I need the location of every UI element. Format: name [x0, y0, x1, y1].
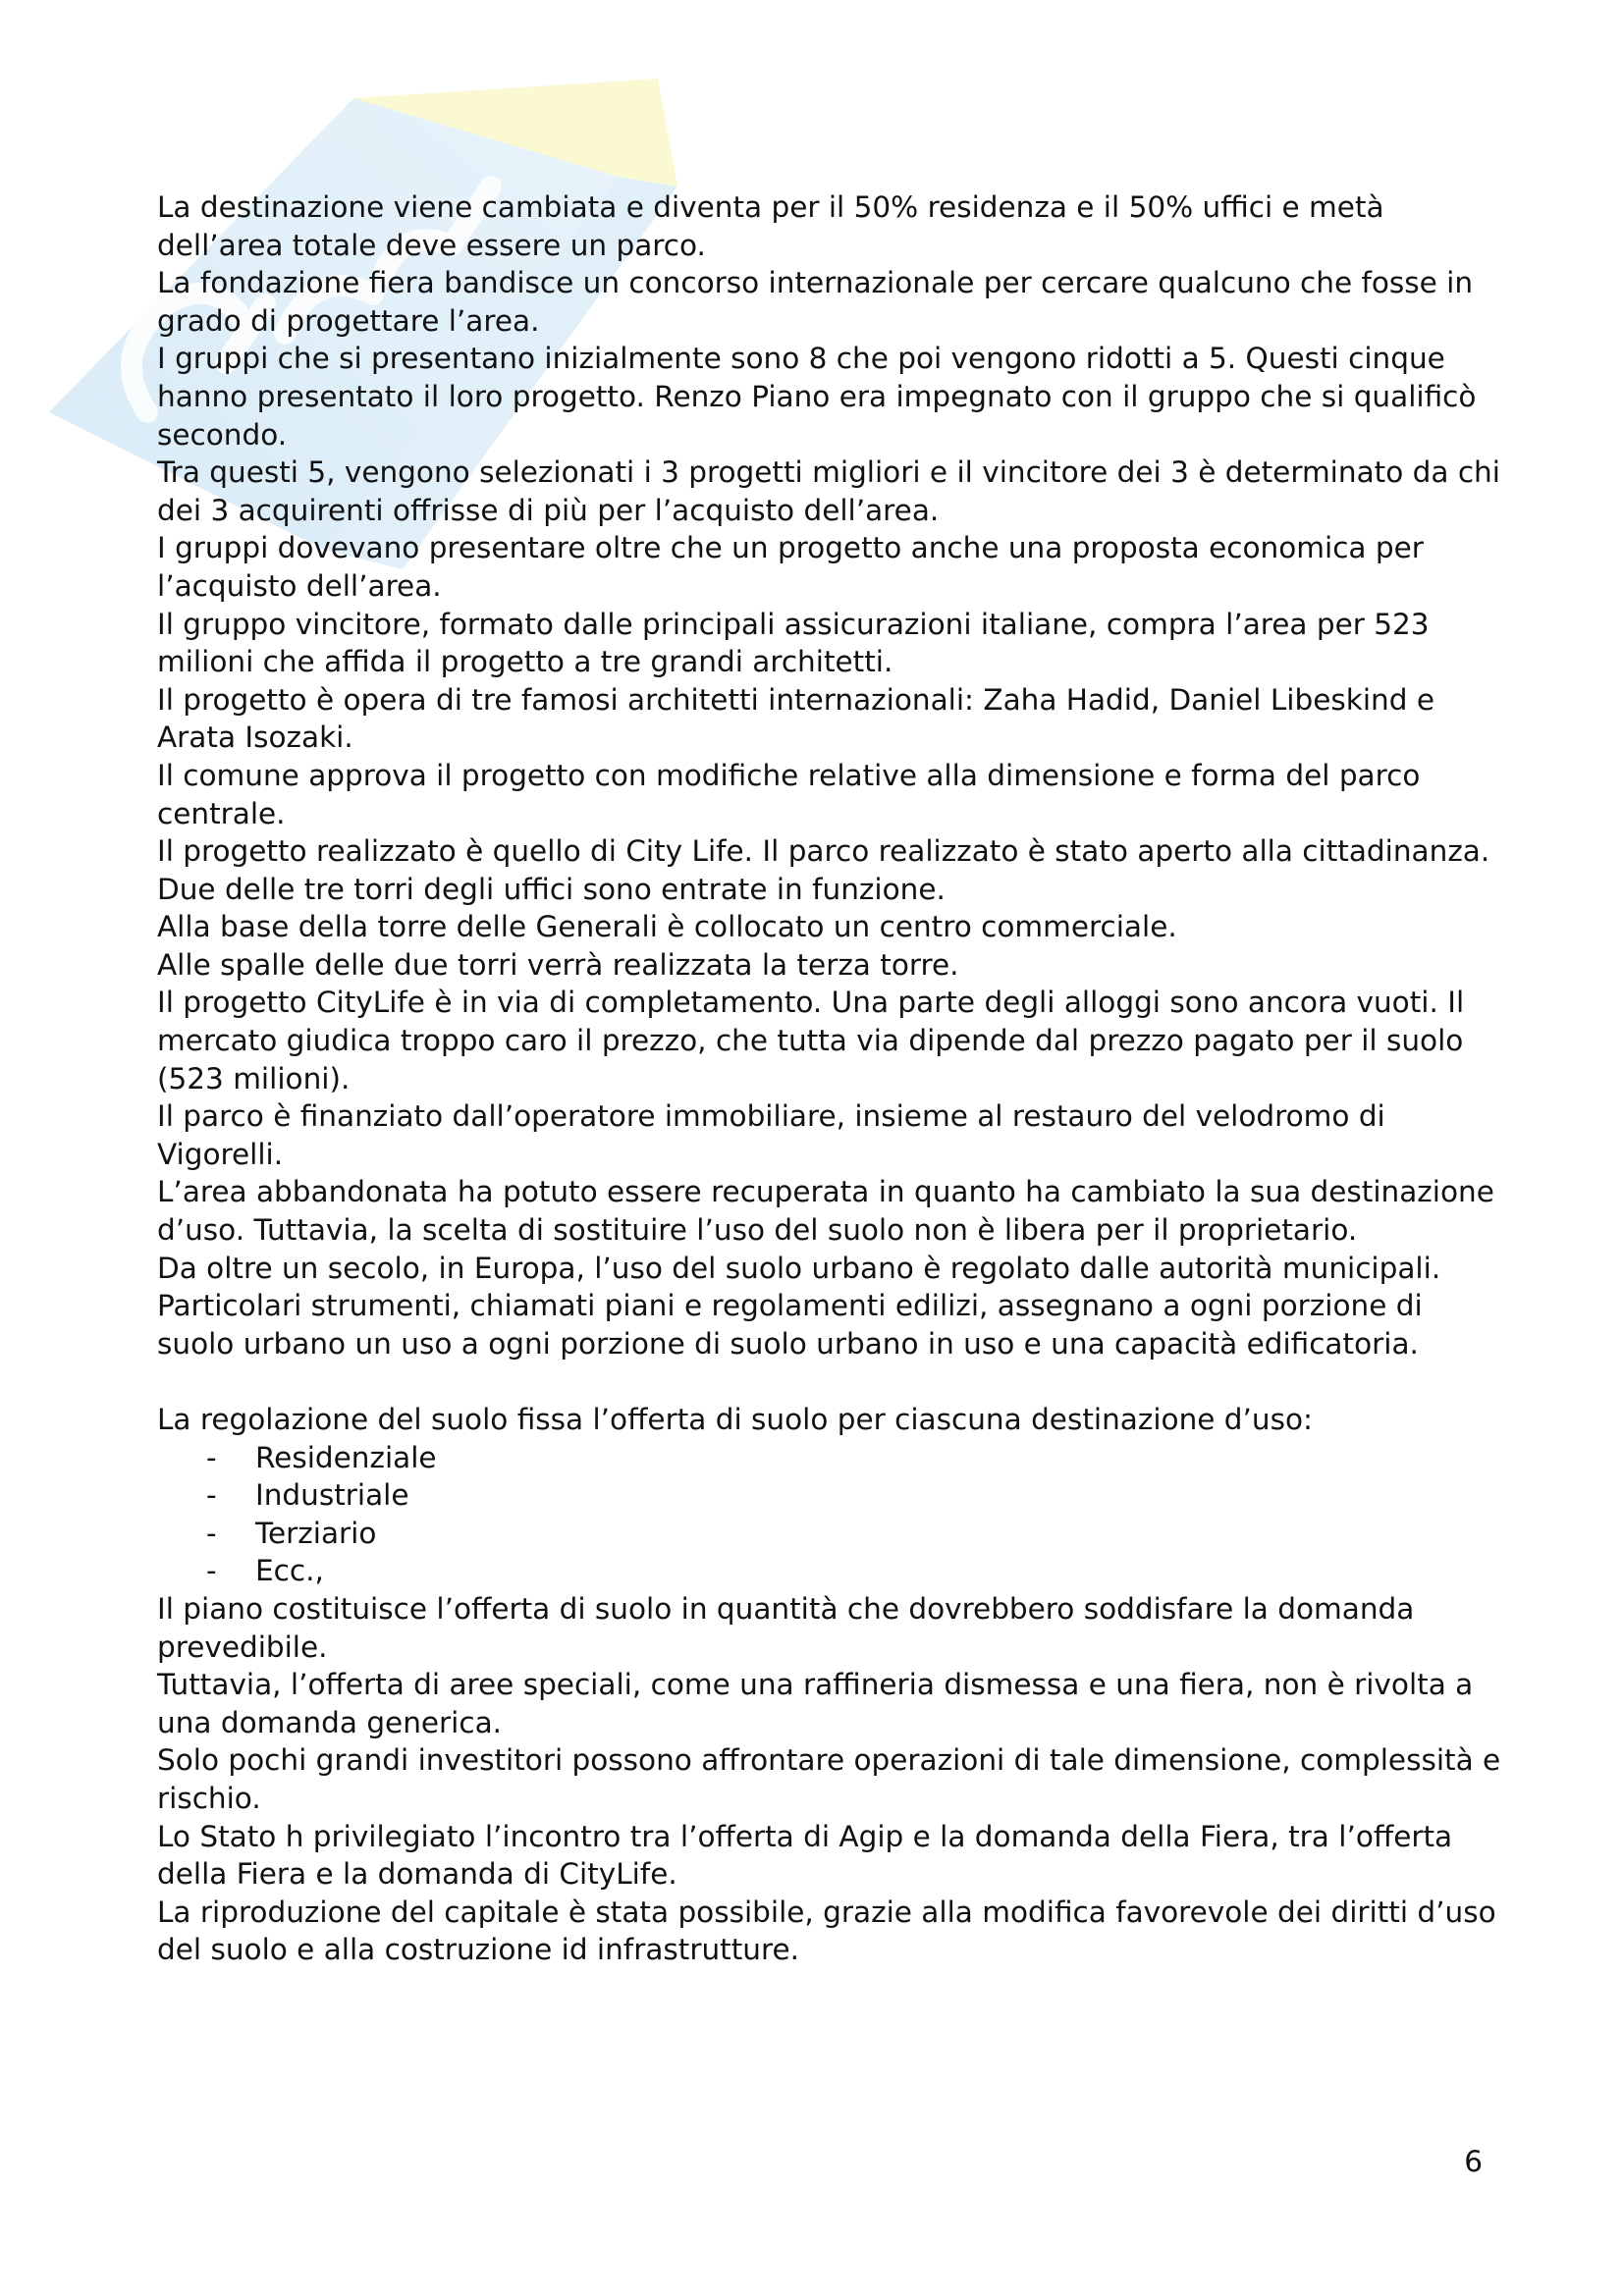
paragraph: Solo pochi grandi investitori possono affrontare operazioni di tale dimensione, complessità e rischio.: [157, 1743, 1501, 1815]
bullet-list: [157, 1439, 1502, 1590]
list-dash: -: [206, 1440, 217, 1474]
paragraph: Tuttavia, l’offerta di aree speciali, come una raffineria dismessa e una fiera, non è rivolta a una domanda generica.: [157, 1668, 1474, 1739]
paragraph: La riproduzione del capitale è stata possibile, grazie alla modifica favorevole dei diritti d’uso del suolo e alla costruzione id infrastrutture.: [157, 1895, 1496, 1967]
paragraph: Particolari strumenti, chiamati piani e regolamenti edilizi, assegnano a ogni porzione di suolo urbano un uso a ogni porzione di suolo urbano in uso e una capacità edificatoria.: [157, 1289, 1423, 1361]
list-item-text: Industriale: [255, 1478, 409, 1513]
paragraph-group-top: [157, 188, 1502, 1362]
document-body: [157, 188, 1502, 1969]
paragraph-gap: [157, 1362, 1502, 1401]
paragraph: Il piano costituisce l’offerta di suolo in quantità che dovrebbero soddisfare la domanda prevedibile.: [157, 1591, 1415, 1664]
paragraph: Il progetto CityLife è in via di completamento. Una parte degli alloggi sono ancora vuoti. Il mercato giudica troppo caro il prezzo, che tutta via dipende dal prezzo pagato per il suolo (523 milioni).: [157, 986, 1465, 1095]
page-number: 6: [1464, 2145, 1483, 2178]
paragraph: Tra questi 5, vengono selezionati i 3 progetti migliori e il vincitore dei 3 è determinato da chi dei 3 acquirenti offrisse di più per l’acquisto dell’area.: [157, 455, 1500, 527]
paragraph: La destinazione viene cambiata e diventa per il 50% residenza e il 50% uffici e metà dell’area totale deve essere un parco.: [157, 190, 1384, 262]
paragraph: Lo Stato h privilegiato l’incontro tra l’offerta di Agip e la domanda della Fiera, tra l’offerta della Fiera e la domanda di CityLife.: [157, 1819, 1453, 1892]
list-item-text: Ecc.,: [255, 1554, 324, 1588]
list-item: [157, 1476, 1502, 1515]
list-item: [157, 1439, 1502, 1477]
list-dash: -: [206, 1554, 217, 1588]
paragraph: Il parco è finanziato dall’operatore immobiliare, insieme al restauro del velodromo di Vigorelli.: [157, 1099, 1385, 1171]
list-dash: -: [206, 1478, 217, 1513]
paragraph: Il comune approva il progetto con modifiche relative alla dimensione e forma del parco centrale.: [157, 758, 1421, 830]
paragraph: I gruppi dovevano presentare oltre che un progetto anche una proposta economica per l’acquisto dell’area.: [157, 531, 1424, 603]
paragraph: Il progetto è opera di tre famosi architetti internazionali: Zaha Hadid, Daniel Libeskind e Arata Isozaki.: [157, 682, 1434, 755]
paragraph: Da oltre un secolo, in Europa, l’uso del suolo urbano è regolato dalle autorità municipali.: [157, 1251, 1441, 1285]
paragraph: La fondazione fiera bandisce un concorso internazionale per cercare qualcuno che fosse in grado di progettare l’area.: [157, 266, 1474, 338]
paragraph: Il progetto realizzato è quello di City Life. Il parco realizzato è stato aperto alla cittadinanza. Due delle tre torri degli uffici sono entrate in funzione.: [157, 834, 1490, 906]
list-item: [157, 1515, 1502, 1553]
list-item: [157, 1552, 1502, 1590]
list-intro: La regolazione del suolo fissa l’offerta di suolo per ciascuna destinazione d’uso:: [157, 1403, 1313, 1436]
paragraph: I gruppi che si presentano inizialmente sono 8 che poi vengono ridotti a 5. Questi cinque hanno presentato il loro progetto. Renzo Piano era impegnato con il gruppo che si qualificò secondo.: [157, 342, 1477, 452]
list-item-text: Residenziale: [255, 1440, 437, 1474]
paragraph: Il gruppo vincitore, formato dalle principali assicurazioni italiane, compra l’area per 523 milioni che affida il progetto a tre grandi architetti.: [157, 607, 1430, 679]
paragraph: Alla base della torre delle Generali è collocato un centro commerciale.: [157, 910, 1177, 944]
paragraph-group-bottom: [157, 1590, 1502, 1969]
paragraph: Alle spalle delle due torri verrà realizzata la terza torre.: [157, 947, 959, 982]
list-item-text: Terziario: [255, 1516, 377, 1550]
paragraph: L’area abbandonata ha potuto essere recuperata in quanto ha cambiato la sua destinazione d’uso. Tuttavia, la scelta di sostituire l’uso del suolo non è libera per il proprietario.: [157, 1175, 1494, 1248]
list-dash: -: [206, 1516, 217, 1550]
